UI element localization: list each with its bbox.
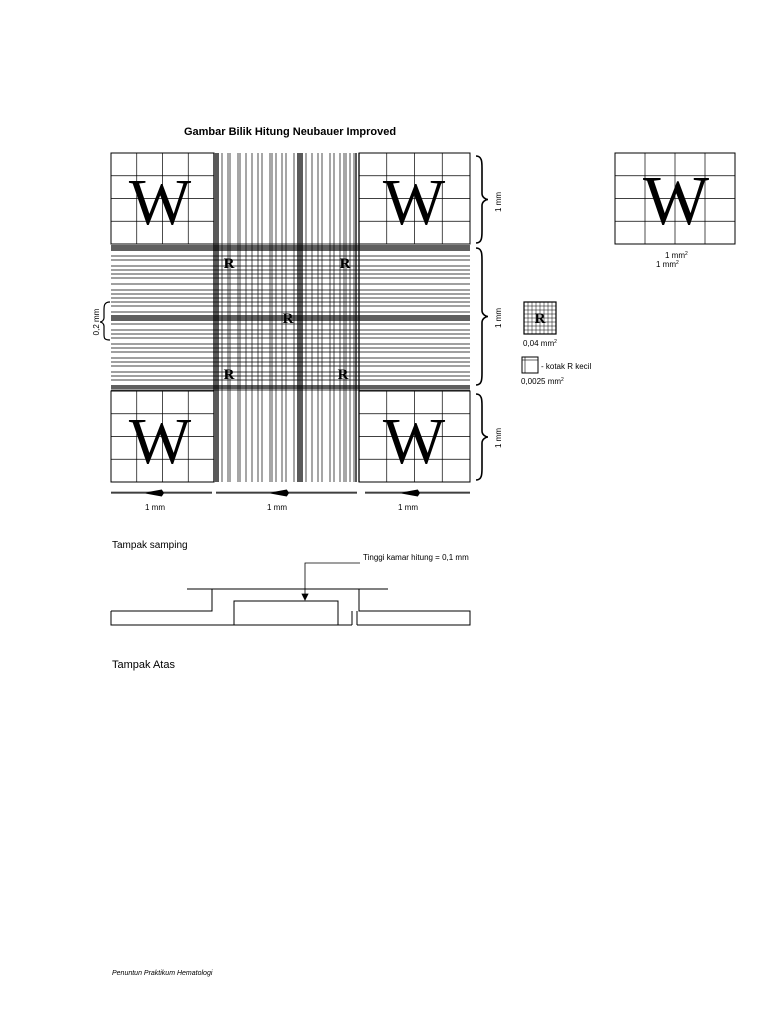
w-label-top-left: W	[128, 166, 192, 239]
side-view-leader-line	[305, 563, 360, 598]
dim-bottom-middle: 1 mm	[267, 503, 287, 512]
r-label-bottom-right: R	[337, 367, 349, 383]
side-view-left-slide	[111, 589, 212, 611]
r-area-label: 0,04 $mm^2$	[523, 339, 557, 348]
brace-bottom	[476, 394, 488, 480]
legend-kotak-box	[522, 357, 538, 373]
side-view-arrow-head	[302, 594, 308, 600]
r-label-center: R	[282, 311, 294, 327]
w-label-bottom-left: W	[128, 405, 192, 478]
kotak-label: - kotak R kecil	[541, 362, 592, 371]
r-label-bottom-left: R	[223, 367, 235, 383]
r-label-top-left: R	[223, 256, 235, 272]
brace-02mm	[100, 302, 110, 340]
w-label-bottom-right: W	[382, 405, 446, 478]
r-label-legend: R	[534, 311, 546, 327]
dimension-arrow-right	[365, 490, 470, 496]
w-area-label-2: 1 $mm^2$	[656, 260, 679, 269]
side-view-chamber	[234, 601, 338, 625]
w-area-label-1: 1 $mm^2$	[665, 251, 688, 260]
brace-middle	[476, 248, 488, 385]
dimension-arrow-left	[111, 490, 212, 496]
side-view-base-left	[111, 611, 352, 625]
side-view-annotation: Tinggi kamar hitung = 0,1 mm	[363, 553, 469, 562]
w-label-legend: W	[642, 163, 710, 240]
kotak-area-label: 0,0025 $mm^2$	[521, 377, 564, 386]
dim-label-02mm: 0,2 mm	[92, 308, 101, 336]
diagram-title: Gambar Bilik Hitung Neubauer Improved	[183, 126, 397, 138]
r-label-top-right: R	[339, 256, 351, 272]
dim-label-top: 1 mm	[494, 192, 503, 212]
side-view-heading: Tampak samping	[112, 540, 188, 551]
dim-label-middle: 1 mm	[494, 308, 503, 328]
footer-text: Penuntun Praktikum Hematologi	[112, 970, 213, 977]
dimension-arrow-middle	[216, 490, 357, 496]
brace-top	[476, 156, 488, 243]
dim-label-bottom: 1 mm	[494, 428, 503, 448]
side-view-base-right	[357, 589, 470, 625]
w-label-top-right: W	[382, 166, 446, 239]
dim-bottom-left: 1 mm	[145, 503, 165, 512]
dim-bottom-right: 1 mm	[398, 503, 418, 512]
top-view-heading-text: Tampak Atas	[112, 659, 175, 671]
